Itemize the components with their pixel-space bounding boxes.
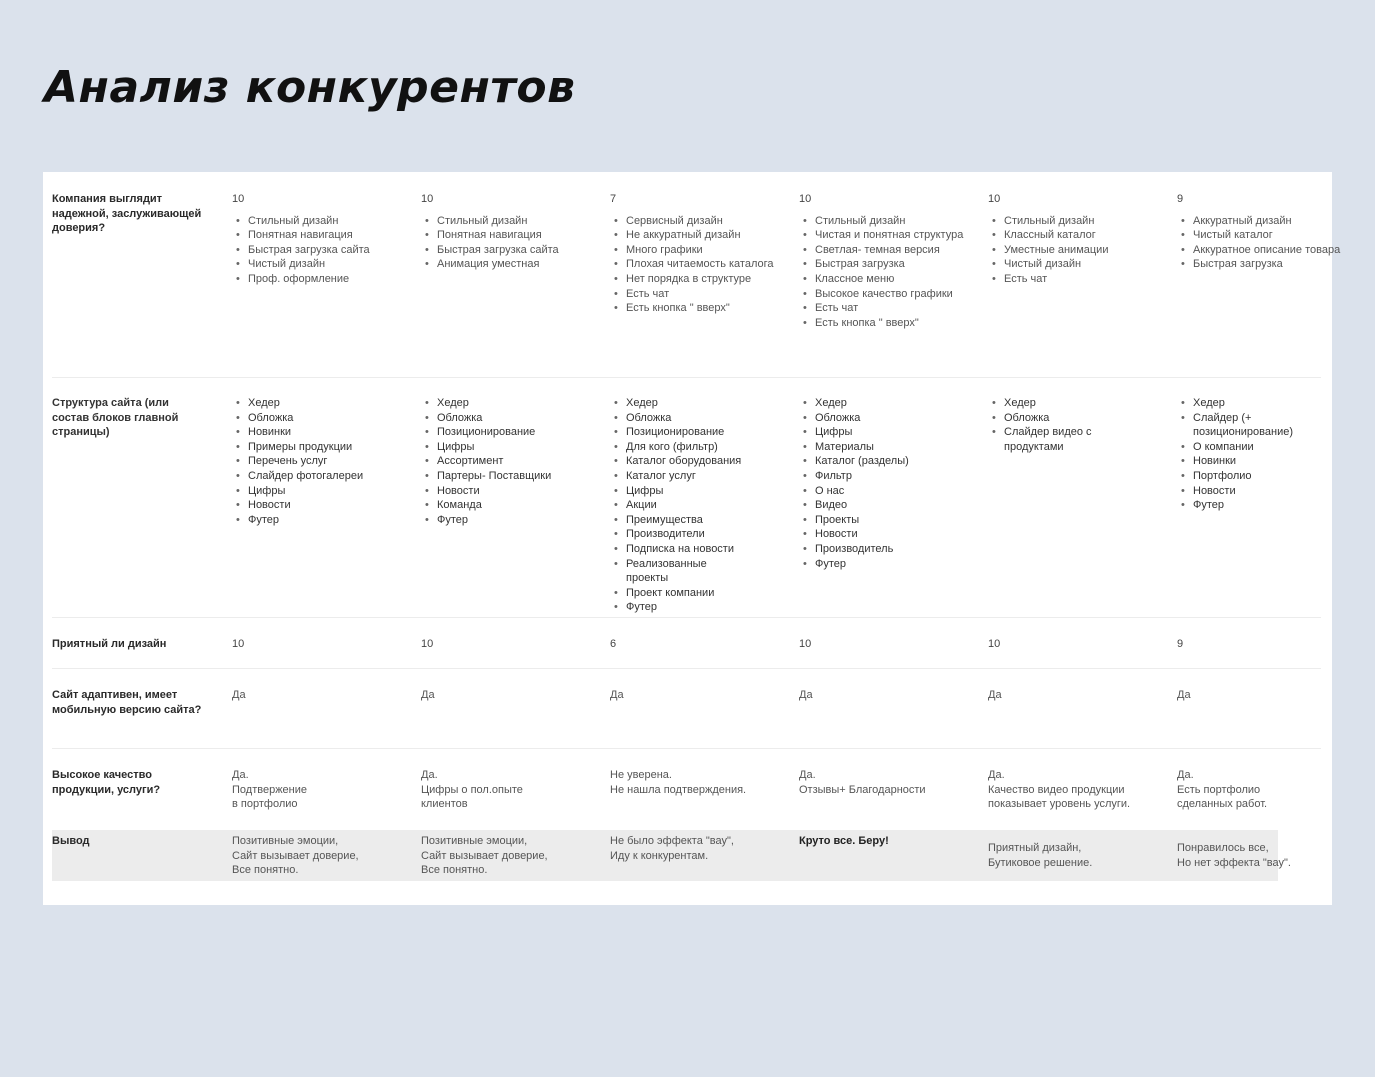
list-item: • Обложка [421, 411, 561, 426]
list-item: • Аккуратное описание товара [1177, 243, 1347, 258]
design-score: 9 [1177, 638, 1184, 650]
score-value: 9 [1177, 193, 1184, 205]
verdict-value: Круто все. Беру! [799, 835, 889, 847]
list-item: • Чистый дизайн [988, 257, 1158, 272]
block-list [1177, 396, 1317, 513]
score-value: 10 [421, 193, 434, 205]
list-item: • Хедер [232, 396, 372, 411]
list-item: • Понятная навигация [421, 228, 591, 243]
list-item: • Цифры [421, 440, 561, 455]
list-item: • Позиционирование [610, 425, 750, 440]
list-item: • Партеры- Поставщики [421, 469, 561, 484]
point-list [610, 214, 780, 316]
list-item: • Классный каталог [988, 228, 1158, 243]
list-item: • Слайдер фотогалереи [232, 469, 372, 484]
trust-cell [799, 192, 969, 330]
list-item: • Плохая читаемость каталога [610, 257, 780, 272]
list-item: • Производитель [799, 542, 939, 557]
trust-cell [421, 192, 591, 272]
list-item: • Чистый дизайн [232, 257, 402, 272]
trust-cell [232, 192, 402, 287]
design-score: 10 [421, 638, 434, 650]
list-item: • Для кого (фильтр) [610, 440, 750, 455]
block-list [232, 396, 372, 527]
list-item: • Цифры [799, 425, 939, 440]
list-item: • Есть чат [799, 301, 969, 316]
block-list [799, 396, 939, 571]
list-item: • Обложка [610, 411, 750, 426]
list-item: • Новинки [1177, 454, 1317, 469]
list-item: • О нас [799, 484, 939, 499]
design-score: 10 [799, 638, 812, 650]
score-value: 10 [988, 193, 1001, 205]
list-item: • Цифры [610, 484, 750, 499]
point-list [799, 214, 969, 331]
list-item: • Новости [799, 527, 939, 542]
list-item: • Проф. оформление [232, 272, 402, 287]
list-item: • Аккуратный дизайн [1177, 214, 1347, 229]
point-list [1177, 214, 1347, 272]
adaptive-value: Да [610, 689, 624, 701]
list-item: • Каталог услуг [610, 469, 750, 484]
list-item: • Ассортимент [421, 454, 561, 469]
list-item: • Перечень услуг [232, 454, 372, 469]
list-item: • О компании [1177, 440, 1317, 455]
list-item: • Стильный дизайн [799, 214, 969, 229]
quality-value: Да. Цифры о пол.опыте клиентов [421, 769, 523, 811]
row-label: Сайт адаптивен, имеет мобильную версию сайта? [52, 689, 202, 716]
list-item: • Высокое качество графики [799, 287, 969, 302]
list-item: • Слайдер (+ позиционирование) [1177, 411, 1317, 440]
list-item: • Проекты [799, 513, 939, 528]
quality-value: Да. Подтвержение в портфолио [232, 769, 308, 811]
list-item: • Фильтр [799, 469, 939, 484]
list-item: • Анимация уместная [421, 257, 591, 272]
list-item: • Есть чат [610, 287, 780, 302]
list-item: • Новости [421, 484, 561, 499]
list-item: • Хедер [610, 396, 750, 411]
design-score: 10 [988, 638, 1001, 650]
row-verdict [52, 830, 1291, 881]
adaptive-value: Да [988, 689, 1002, 701]
verdict-value: Не было эффекта "вау", Иду к конкурентам. [610, 835, 734, 862]
quality-value: Не уверена. Не нашла подтверждения. [610, 769, 747, 796]
list-item: • Светлая- темная версия [799, 243, 969, 258]
list-item: • Быстрая загрузка сайта [232, 243, 402, 258]
list-item: • Слайдер видео с продуктами [988, 425, 1103, 454]
score-value: 10 [799, 193, 812, 205]
list-item: • Портфолио [1177, 469, 1317, 484]
verdict-value: Позитивные эмоции, Сайт вызывает доверие, Все понятно. [421, 835, 548, 877]
list-item: • Обложка [799, 411, 939, 426]
row-structure [52, 396, 1321, 618]
row-adaptive [52, 688, 1321, 749]
structure-cell [610, 396, 750, 615]
list-item: • Футер [421, 513, 561, 528]
quality-value: Да. Качество видео продукции показывает уровень услуги. [988, 769, 1131, 811]
score-value: 7 [610, 193, 617, 205]
list-item: • Преимущества [610, 513, 750, 528]
row-label: Приятный ли дизайн [52, 638, 167, 650]
row-quality [52, 768, 1321, 830]
list-item: • Производители [610, 527, 750, 542]
point-list [988, 214, 1158, 287]
list-item: • Есть кнопка " вверх" [799, 316, 969, 331]
adaptive-value: Да [421, 689, 435, 701]
list-item: • Материалы [799, 440, 939, 455]
block-list [610, 396, 750, 615]
list-item: • Быстрая загрузка [1177, 257, 1347, 272]
list-item: • Подписка на новости [610, 542, 750, 557]
list-item: • Примеры продукции [232, 440, 372, 455]
structure-cell [1177, 396, 1317, 513]
list-item: • Акции [610, 498, 750, 513]
list-item: • Реализованные проекты [610, 557, 750, 586]
structure-cell [799, 396, 939, 571]
list-item: • Много графики [610, 243, 780, 258]
page-title: Анализ конкурентов [44, 62, 576, 113]
list-item: • Чистая и понятная структура [799, 228, 969, 243]
trust-cell [610, 192, 780, 316]
list-item: • Быстрая загрузка сайта [421, 243, 591, 258]
list-item: • Футер [799, 557, 939, 572]
list-item: • Сервисный дизайн [610, 214, 780, 229]
trust-cell [988, 192, 1158, 287]
list-item: • Футер [232, 513, 372, 528]
list-item: • Хедер [799, 396, 939, 411]
row-label: Компания выглядит надежной, заслуживающей доверия? [52, 193, 202, 235]
quality-value: Да. Отзывы+ Благодарности [799, 769, 926, 796]
comparison-table [43, 172, 1341, 905]
row-label: Вывод [52, 835, 90, 847]
list-item: • Проект компании [610, 586, 750, 601]
design-score: 6 [610, 638, 617, 650]
row-trust [52, 192, 1341, 378]
list-item: • Быстрая загрузка [799, 257, 969, 272]
list-item: • Уместные анимации [988, 243, 1158, 258]
list-item: • Стильный дизайн [988, 214, 1158, 229]
block-list [421, 396, 561, 527]
list-item: • Классное меню [799, 272, 969, 287]
list-item: • Новости [232, 498, 372, 513]
list-item: • Видео [799, 498, 939, 513]
point-list [232, 214, 402, 287]
block-list [988, 396, 1103, 454]
list-item: • Стильный дизайн [421, 214, 591, 229]
list-item: • Команда [421, 498, 561, 513]
row-design [52, 637, 1321, 669]
list-item: • Хедер [1177, 396, 1317, 411]
point-list [421, 214, 591, 272]
list-item: • Не аккуратный дизайн [610, 228, 780, 243]
trust-cell [1177, 192, 1347, 272]
list-item: • Футер [610, 600, 750, 615]
design-score: 10 [232, 638, 245, 650]
list-item: • Хедер [421, 396, 561, 411]
score-value: 10 [232, 193, 245, 205]
structure-cell [988, 396, 1103, 454]
list-item: • Каталог (разделы) [799, 454, 939, 469]
list-item: • Есть чат [988, 272, 1158, 287]
list-item: • Понятная навигация [232, 228, 402, 243]
list-item: • Новинки [232, 425, 372, 440]
structure-cell [421, 396, 561, 527]
list-item: • Нет порядка в структуре [610, 272, 780, 287]
row-label: Высокое качество продукции, услуги? [52, 769, 161, 796]
list-item: • Футер [1177, 498, 1317, 513]
list-item: • Стильный дизайн [232, 214, 402, 229]
row-label: Структура сайта (или состав блоков главной страницы) [52, 397, 179, 439]
list-item: • Есть кнопка " вверх" [610, 301, 780, 316]
structure-cell [232, 396, 372, 527]
quality-value: Да. Есть портфолио сделанных работ. [1177, 769, 1268, 811]
list-item: • Обложка [232, 411, 372, 426]
list-item: • Хедер [988, 396, 1103, 411]
list-item: • Позиционирование [421, 425, 561, 440]
adaptive-value: Да [232, 689, 246, 701]
list-item: • Цифры [232, 484, 372, 499]
adaptive-value: Да [799, 689, 813, 701]
verdict-value: Позитивные эмоции, Сайт вызывает доверие, Все понятно. [232, 835, 359, 877]
list-item: • Обложка [988, 411, 1103, 426]
verdict-value: Приятный дизайн, Бутиковое решение. [988, 842, 1093, 869]
list-item: • Новости [1177, 484, 1317, 499]
list-item: • Чистый каталог [1177, 228, 1347, 243]
verdict-value: Понравилось все, Но нет эффекта "вау". [1177, 842, 1291, 869]
adaptive-value: Да [1177, 689, 1191, 701]
list-item: • Каталог оборудования [610, 454, 750, 469]
